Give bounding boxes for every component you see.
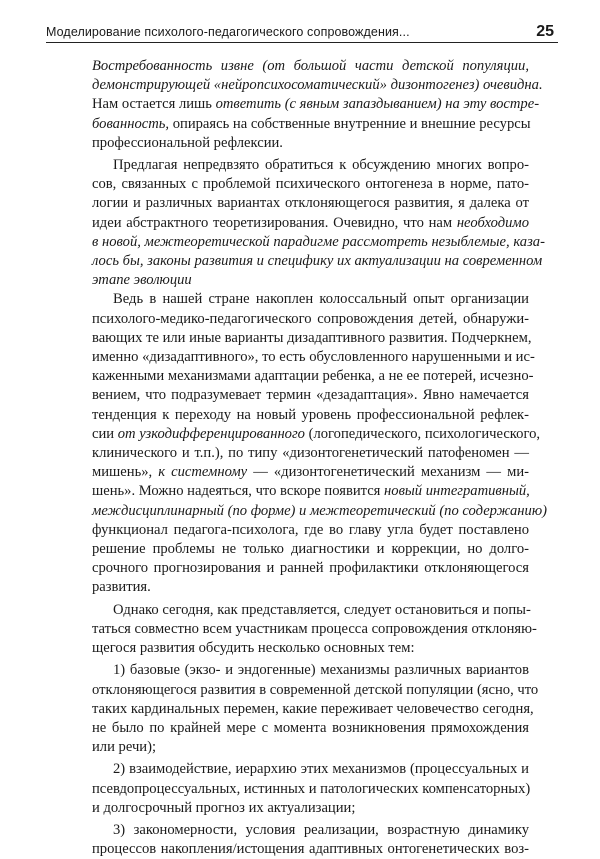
text-line: 1) базовые (экзо- и эндогенные) механизмы различных вариантов (113, 662, 529, 679)
text-line: 3) закономерности, условия реализации, возрастную динамику (113, 821, 529, 838)
running-header (46, 20, 558, 43)
text-line: Ведь в нашей стране накоплен колоссальный опыт организации (113, 291, 529, 308)
text-line: именно «дизадаптивного», то есть обусловленного нарушенными и ис- (92, 349, 535, 366)
text-line: Однако сегодня, как представляется, следует остановиться и попы- (113, 601, 531, 618)
text-line: демонстрирующей «нейропсихосоматический» дизонтогенез) очевидна. (92, 77, 543, 94)
text-line: шень». Можно надеяться, что вскоре появится новый интегративный, (92, 483, 530, 500)
paragraph-1 (92, 57, 543, 153)
paragraph-4 (92, 601, 537, 659)
text-line: психолого-медико-педагогического сопровождения детей, обнаружи- (92, 310, 529, 327)
text-line: клинического и т.п.), по типу «дизонтогенетический патофеномен — (92, 445, 529, 462)
text-line: междисциплинарный (по форме) и межтеоретический (по содержанию) (92, 502, 547, 519)
text-line: или речи); (92, 739, 157, 756)
paragraph-3 (92, 290, 547, 597)
text-line: процессов накопления/истощения адаптивных онтогенетических воз- (92, 841, 529, 858)
text-line: Нам остается лишь ответить (с явным запаздыванием) на эту востре- (92, 96, 540, 113)
text-line: таться совместно всем участникам процесса сопровождения отклоняю- (92, 620, 537, 637)
text-line: вением, что подразумевает термин «дезадаптация». Явно намечается (92, 387, 529, 404)
text-line: лось бы, законы развития и специфику их актуализации на современном (92, 253, 543, 270)
text-line: сов, связанных с проблемой психического онтогенеза в норме, пато- (92, 176, 529, 193)
text-line: Предлагая непредвзято обратиться к обсуждению многих вопро- (113, 157, 529, 174)
body-text (92, 57, 547, 859)
text-line: псевдопроцессуальных, истинных и патологических компенсаторных) (92, 780, 531, 797)
list-item-1 (92, 661, 539, 757)
text-line: профессиональной рефлексии. (92, 134, 283, 151)
list-item-2 (92, 760, 529, 818)
paragraph-2 (92, 156, 545, 290)
text-line: щегося развития обсудить несколько основных тем: (92, 640, 415, 657)
text-line: в новой, межтеоретической парадигме рассмотреть незыблемые, каза- (92, 233, 545, 250)
text-line: мишень», к системному — «дизонтогенетический механизм — ми- (92, 464, 530, 481)
text-line: логии и различных вариантах отклоняющегося развития, я далека от (92, 195, 529, 212)
text-line: 2) взаимодействие, иерархию этих механизмов (процессуальных и (113, 761, 529, 778)
text-line: идеи абстрактного теоретизирования. Очевидно, что нам необходимо (92, 214, 529, 231)
text-line: решение проблемы не только диагностики и коррекции, но долго- (92, 541, 529, 558)
text-line: Востребованность извне (от большой части детской популяции, (92, 58, 529, 74)
text-line: таких кардинальных перемен, какие переживает человечество сегодня, (92, 700, 534, 717)
page-number: 25 (536, 23, 554, 40)
text-line: тенденция к переходу на новый уровень профессиональной рефлек- (92, 406, 529, 423)
text-line: каженными механизмами адаптации ребенка, а не ее потерей, исчезно- (92, 368, 534, 385)
text-line: не было по крайней мере с момента возникновения прямохождения (92, 719, 529, 736)
text-line: сии от узкодифференцированного (логопедического, психологического, (92, 425, 541, 442)
list-item-3 (92, 821, 529, 859)
text-line: функционал педагога-психолога, где во главу угла будет поставлено (92, 521, 529, 538)
text-line: срочного прогнозирования и ранней профилактики отклоняющегося (92, 560, 529, 577)
text-line: бованность, опираясь на собственные внутренние и внешние ресурсы (92, 115, 531, 132)
text-line: отклоняющегося развития в современной детской популяции (ясно, что (92, 681, 539, 698)
running-title: Моделирование психолого-педагогического сопровождения... (46, 25, 410, 39)
text-line: этапе эволюции (92, 272, 192, 289)
text-line: и долгосрочный прогноз их актуализации; (92, 799, 356, 816)
text-line: вающих те или иные варианты дизадаптивного развития. Подчеркнем, (92, 329, 532, 346)
text-line: развития. (92, 579, 151, 596)
